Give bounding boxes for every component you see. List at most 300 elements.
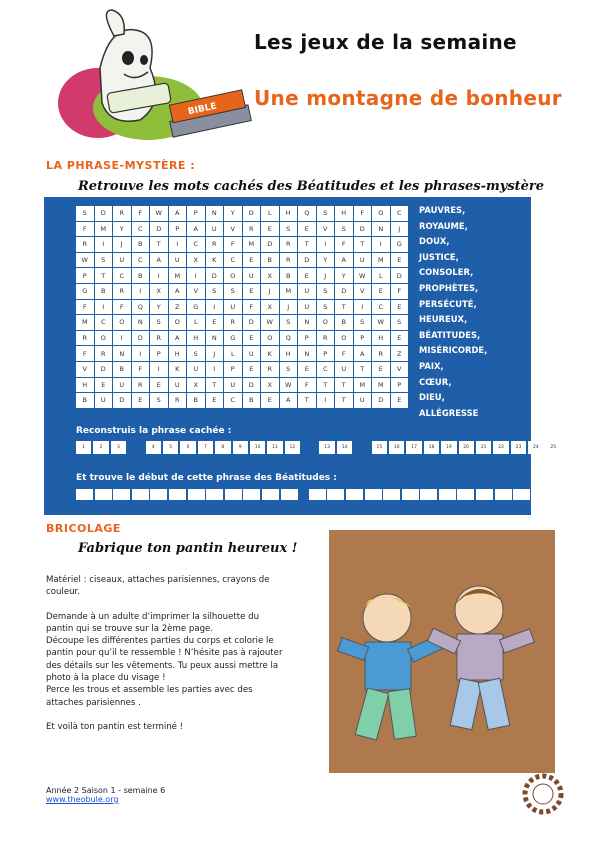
phrase-box[interactable]: 16 [389,441,404,454]
grid-cell: A [354,346,373,362]
grid-cell: S [150,393,169,409]
grid-cell: E [206,393,225,409]
puppets-photo [329,530,555,773]
grid-cell: U [298,300,317,316]
instruction-cut: Découpe les différentes parties du corps et colorie le pantin pour qu’il te ressemble ! N’hésite pas à rajouter des détails sur les vêtements. Tu peux aussi mettre la photo à la place du visage ! [46,636,283,684]
phrase-section-label: LA PHRASE-MYSTÈRE : [46,159,196,172]
grid-cell: B [335,315,354,331]
grid-cell: H [372,331,391,347]
phrase-box[interactable]: 24 [528,441,543,454]
grid-cell: H [335,206,354,222]
phrase-box [128,441,143,454]
bricolage-instructions [46,574,284,745]
grid-cell: M [95,222,114,238]
beatitude-blank-box[interactable] [188,489,205,500]
grid-cell: L [224,346,243,362]
grid-cell: G [391,237,410,253]
grid-cell: J [206,346,225,362]
grid-cell: Y [150,300,169,316]
grid-cell: S [150,315,169,331]
grid-cell: P [224,362,243,378]
grid-cell: S [280,222,299,238]
grid-cell: R [280,253,299,269]
grid-cell: F [76,346,95,362]
grid-cell: L [261,206,280,222]
word-list-item: ROYAUME, [419,220,468,231]
beatitude-blank-box[interactable] [457,489,474,500]
grid-cell: E [391,253,410,269]
grid-cell: I [150,362,169,378]
grid-cell: U [354,393,373,409]
word-list-item: DOUX, [419,236,450,247]
grid-cell: T [335,378,354,394]
grid-cell: E [261,222,280,238]
grid-cell: Y [113,222,132,238]
grid-cell: F [113,300,132,316]
grid-cell: A [169,206,188,222]
grid-cell: U [206,222,225,238]
grid-cell: B [113,362,132,378]
beatitude-blank-box[interactable] [439,489,456,500]
grid-cell: E [132,393,151,409]
grid-cell: U [169,378,188,394]
grid-cell: R [113,284,132,300]
grid-cell: S [317,300,336,316]
grid-cell: I [150,268,169,284]
phrase-box[interactable]: 12 [285,441,300,454]
grid-cell: H [169,346,188,362]
page-subtitle: Une montagne de bonheur [254,86,562,110]
beatitude-blank-box[interactable] [383,489,400,500]
grid-cell: B [95,284,114,300]
grid-cell: R [224,315,243,331]
grid-cell: E [243,331,262,347]
grid-cell: S [317,206,336,222]
grid-cell: T [354,362,373,378]
grid-cell: R [243,222,262,238]
footer-link[interactable]: www.theobule.org [46,795,119,804]
phrase-box[interactable]: 20 [459,441,474,454]
word-list [419,203,529,421]
grid-cell: J [317,268,336,284]
grid-cell: D [243,206,262,222]
grid-cell: M [372,378,391,394]
phrase-box[interactable]: 6 [180,441,195,454]
phrase-box[interactable]: 11 [267,441,282,454]
grid-cell: N [206,331,225,347]
grid-cell: N [372,222,391,238]
grid-cell: X [261,378,280,394]
grid-cell: E [391,300,410,316]
word-list-item: JUSTICE, [419,251,459,262]
grid-cell: I [95,300,114,316]
grid-cell: S [354,315,373,331]
grid-cell: H [187,331,206,347]
grid-cell: S [280,362,299,378]
grid-cell: Y [224,206,243,222]
grid-cell: E [298,268,317,284]
grid-cell: R [372,346,391,362]
grid-cell: E [206,315,225,331]
grid-cell: D [113,393,132,409]
grid-cell: D [391,268,410,284]
grid-cell: I [206,300,225,316]
grid-cell: U [298,284,317,300]
grid-cell: M [354,378,373,394]
grid-cell: K [169,362,188,378]
grid-cell: B [261,253,280,269]
grid-cell: E [298,362,317,378]
grid-cell: O [335,331,354,347]
grid-cell: S [335,222,354,238]
grid-row [76,222,409,238]
grid-cell: Z [391,346,410,362]
word-list-item: PAIX, [419,360,444,371]
grid-cell: C [132,222,151,238]
grid-cell: G [224,331,243,347]
grid-cell: A [335,253,354,269]
grid-cell: W [150,206,169,222]
grid-cell: B [243,393,262,409]
phrase-box[interactable]: 21 [476,441,491,454]
grid-cell: O [372,206,391,222]
grid-cell: S [95,253,114,269]
grid-cell: D [95,362,114,378]
grid-cell: R [95,346,114,362]
materials-text: Matériel : ciseaux, attaches parisiennes, crayons de couleur. [46,575,270,598]
grid-cell: V [391,362,410,378]
grid-cell: P [354,331,373,347]
grid-cell: F [76,300,95,316]
grid-cell: S [206,284,225,300]
grid-cell: I [169,237,188,253]
hidden-phrase-label: Reconstruis la phrase cachée : [76,426,232,436]
grid-cell: I [113,331,132,347]
beatitude-blank-box[interactable] [113,489,130,500]
grid-cell: E [150,378,169,394]
beatitude-blank-box[interactable] [495,489,512,500]
grid-cell: F [76,222,95,238]
grid-cell: I [317,393,336,409]
instruction-assemble: Perce les trous et assemble les parties avec des attaches parisiennes . [46,685,253,708]
grid-cell: N [206,206,225,222]
grid-cell: J [280,300,299,316]
grid-cell: E [372,362,391,378]
grid-cell: G [187,300,206,316]
grid-cell: E [243,362,262,378]
grid-cell: I [372,237,391,253]
beatitude-blank-box[interactable] [281,489,298,500]
grid-cell: O [261,331,280,347]
beatitude-blank-box[interactable] [132,489,149,500]
phrase-box[interactable]: 3 [111,441,126,454]
grid-row [76,346,409,362]
grid-cell: M [372,253,391,269]
grid-cell: J [391,222,410,238]
grid-cell: C [372,300,391,316]
grid-cell: E [372,284,391,300]
beatitude-blank-box[interactable] [76,489,93,500]
theobule-logo-icon [521,772,565,816]
grid-cell: O [317,315,336,331]
phrase-box[interactable]: 22 [493,441,508,454]
word-list-item: PERSÉCUTÉ, [419,298,477,309]
word-list-item: CONSOLER, [419,267,474,278]
bricolage-heading: Fabrique ton pantin heureux ! [78,541,298,556]
grid-cell: M [280,284,299,300]
grid-cell: W [280,378,299,394]
grid-cell: T [335,300,354,316]
grid-cell: A [280,393,299,409]
beatitude-blank-box[interactable] [327,489,344,500]
beatitude-blank-box[interactable] [206,489,223,500]
word-list-item: PAUVRES, [419,205,466,215]
grid-cell: R [113,206,132,222]
grid-cell: X [187,378,206,394]
grid-cell: R [206,237,225,253]
beatitude-blank-box[interactable] [420,489,437,500]
grid-cell: U [95,393,114,409]
grid-row [76,362,409,378]
grid-cell: H [280,346,299,362]
beatitude-blank-box[interactable] [513,489,530,500]
grid-cell: L [372,268,391,284]
grid-cell: C [224,393,243,409]
grid-cell: I [132,284,151,300]
grid-cell: B [76,393,95,409]
grid-cell: F [391,284,410,300]
grid-cell: F [354,206,373,222]
beatitude-blank-box[interactable] [95,489,112,500]
grid-cell: H [76,378,95,394]
grid-cell: U [113,378,132,394]
grid-cell: B [280,268,299,284]
grid-cell: R [76,331,95,347]
grid-row [76,237,409,253]
bricolage-label: BRICOLAGE [46,522,121,535]
beatitude-boxes [76,489,532,500]
phrase-box[interactable]: 25 [546,441,561,454]
grid-cell: C [187,237,206,253]
grid-cell: T [95,268,114,284]
grid-cell: P [298,331,317,347]
grid-cell: U [243,346,262,362]
grid-cell: F [243,300,262,316]
grid-row [76,284,409,300]
grid-cell: S [280,315,299,331]
grid-cell: I [354,300,373,316]
phrase-section-heading: Retrouve les mots cachés des Béatitudes et les phrases-mystère [78,179,545,194]
grid-cell: M [243,237,262,253]
grid-cell: X [261,268,280,284]
grid-cell: Z [169,300,188,316]
phrase-box[interactable]: 1 [76,441,91,454]
word-list-item: BÉATITUDES, [419,329,481,340]
grid-cell: E [243,253,262,269]
word-list-item: CŒUR, [419,376,452,387]
grid-row [76,393,409,409]
phrase-box[interactable]: 7 [198,441,213,454]
grid-cell: D [243,315,262,331]
grid-cell: A [150,253,169,269]
grid-cell: Y [317,253,336,269]
grid-cell: N [132,315,151,331]
grid-cell: U [354,253,373,269]
grid-cell: C [224,253,243,269]
footer-edition: Année 2 Saison 1 - semaine 6 [46,786,166,795]
grid-cell: D [132,331,151,347]
grid-cell: I [187,268,206,284]
grid-cell: F [224,237,243,253]
grid-cell: Q [298,206,317,222]
grid-cell: D [206,268,225,284]
grid-cell: C [317,362,336,378]
grid-cell: E [391,331,410,347]
phrase-box[interactable]: 15 [372,441,387,454]
grid-cell: U [224,300,243,316]
grid-cell: B [132,268,151,284]
beatitude-blank-box[interactable] [309,489,326,500]
grid-cell: V [354,284,373,300]
grid-cell: Q [280,331,299,347]
grid-row [76,315,409,331]
grid-cell: U [187,362,206,378]
grid-cell: O [113,315,132,331]
phrase-box[interactable]: 8 [215,441,230,454]
grid-cell: T [206,378,225,394]
phrase-box[interactable]: 4 [146,441,161,454]
grid-cell: M [76,315,95,331]
grid-row [76,300,409,316]
grid-cell: S [187,346,206,362]
grid-cell: D [261,237,280,253]
page-title: Les jeux de la semaine [254,30,517,54]
grid-cell: R [317,331,336,347]
phrase-box[interactable]: 23 [511,441,526,454]
grid-cell: P [169,222,188,238]
book-label: BIBLE [187,101,218,118]
grid-cell: T [317,378,336,394]
grid-cell: N [113,346,132,362]
beatitude-blank-box[interactable] [476,489,493,500]
grid-cell: N [298,346,317,362]
beatitude-blank-box [299,489,307,500]
hidden-phrase-boxes [76,441,563,454]
grid-cell: D [150,222,169,238]
grid-cell: V [317,222,336,238]
grid-cell: W [76,253,95,269]
grid-cell: F [132,206,151,222]
phrase-box [302,441,317,454]
beatitude-blank-box[interactable] [365,489,382,500]
grid-cell: K [206,253,225,269]
grid-cell: F [132,362,151,378]
grid-cell: V [224,222,243,238]
grid-cell: X [150,284,169,300]
phrase-box[interactable]: 18 [424,441,439,454]
phrase-box[interactable]: 2 [93,441,108,454]
grid-cell: G [76,284,95,300]
grid-cell: E [261,393,280,409]
phrase-box[interactable]: 10 [250,441,265,454]
grid-cell: F [298,378,317,394]
grid-row [76,268,409,284]
grid-cell: W [372,315,391,331]
word-list-item: PROPHÈTES, [419,282,479,293]
grid-cell: J [261,284,280,300]
grid-cell: P [391,378,410,394]
grid-cell: R [132,378,151,394]
grid-cell: T [335,393,354,409]
grid-cell: D [298,253,317,269]
grid-cell: N [298,315,317,331]
beatitude-blank-box[interactable] [150,489,167,500]
grid-cell: T [354,237,373,253]
beatitude-blank-box[interactable] [346,489,363,500]
grid-cell: T [298,393,317,409]
grid-cell: R [280,237,299,253]
grid-cell: E [298,222,317,238]
phrase-box[interactable]: 19 [441,441,456,454]
grid-cell: W [261,315,280,331]
grid-row [76,378,409,394]
grid-cell: S [391,315,410,331]
footer [46,786,165,804]
grid-cell: U [243,268,262,284]
grid-cell: R [261,362,280,378]
grid-cell: E [95,378,114,394]
final-text: Et voilà ton pantin est terminé ! [46,721,184,732]
grid-cell: S [317,284,336,300]
word-list-item: MISÉRICORDE, [419,345,488,356]
grid-cell: I [95,237,114,253]
beatitude-blank-box[interactable] [402,489,419,500]
grid-cell: R [169,393,188,409]
grid-cell: J [113,237,132,253]
grid-row [76,253,409,269]
grid-cell: C [113,268,132,284]
phrase-box[interactable]: 9 [233,441,248,454]
grid-cell: S [224,284,243,300]
phrase-box[interactable]: 17 [406,441,421,454]
grid-cell: B [187,393,206,409]
beatitude-blank-box[interactable] [225,489,242,500]
grid-cell: I [317,237,336,253]
beatitude-blank-box[interactable] [262,489,279,500]
phrase-box [354,441,369,454]
grid-cell: P [150,346,169,362]
grid-cell: V [187,284,206,300]
beatitude-blank-box[interactable] [243,489,260,500]
grid-cell: W [354,268,373,284]
phrase-box[interactable]: 5 [163,441,178,454]
word-list-item: DIEU, [419,392,445,403]
grid-cell: U [113,253,132,269]
grid-cell: H [280,206,299,222]
grid-cell: U [169,253,188,269]
grid-cell: S [76,206,95,222]
phrase-box[interactable]: 13 [319,441,334,454]
beatitude-blank-box[interactable] [169,489,186,500]
grid-cell: O [224,268,243,284]
grid-cell: P [76,268,95,284]
grid-cell: F [335,346,354,362]
phrase-box[interactable]: 14 [337,441,352,454]
grid-cell: Y [335,268,354,284]
grid-cell: D [335,284,354,300]
grid-cell: R [76,237,95,253]
word-list-item: ALLÉGRESSE [419,407,479,418]
